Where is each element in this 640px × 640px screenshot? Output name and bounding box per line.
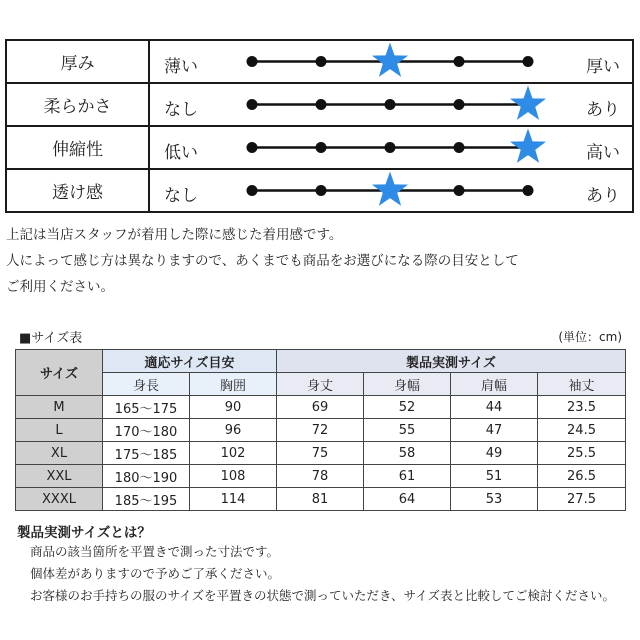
feel-attribute-label: 伸縮性	[6, 126, 149, 169]
height-cell: 170～180	[103, 419, 190, 442]
scale-dot	[316, 56, 327, 67]
scale-dot	[247, 56, 258, 67]
shoulder-cell: 47	[451, 419, 538, 442]
size-cell: M	[16, 396, 103, 419]
feel-scale-cell	[149, 40, 633, 83]
length-cell: 75	[277, 442, 364, 465]
scale-low-label: 低い	[164, 143, 198, 163]
height-cell: 185～195	[103, 488, 190, 511]
feel-attribute-label: 厚み	[6, 40, 149, 83]
size-row	[16, 465, 626, 488]
sleeve-cell: 27.5	[538, 488, 626, 511]
feel-attribute-label: 柔らかさ	[6, 83, 149, 126]
explanation-line: 個体差がありますので予めご了承ください。	[30, 566, 281, 581]
size-cell: XXXL	[16, 488, 103, 511]
column-header-length: 身丈	[277, 373, 364, 396]
feel-row	[6, 40, 633, 83]
scale-dot	[247, 142, 258, 153]
shoulder-cell: 49	[451, 442, 538, 465]
product-size-header: 製品実測サイズ	[277, 350, 626, 373]
column-header-width: 身幅	[364, 373, 451, 396]
width-cell: 64	[364, 488, 451, 511]
chest-cell: 114	[190, 488, 277, 511]
feel-table-body	[6, 40, 633, 212]
scale-dot	[523, 185, 534, 196]
size-cell: XL	[16, 442, 103, 465]
feel-table	[5, 39, 634, 213]
size-table-body	[16, 396, 626, 511]
scale-dot	[454, 142, 465, 153]
rating-scale	[150, 170, 636, 211]
chest-cell: 90	[190, 396, 277, 419]
shoulder-cell: 53	[451, 488, 538, 511]
feel-notes	[6, 222, 519, 300]
scale-dot	[316, 142, 327, 153]
scale-high-label: あり	[586, 186, 620, 206]
feel-scale-cell	[149, 169, 633, 212]
size-row	[16, 396, 626, 419]
rating-scale	[150, 84, 636, 125]
size-column-header: サイズ	[16, 350, 103, 396]
height-cell: 175～185	[103, 442, 190, 465]
column-header-chest: 胸囲	[190, 373, 277, 396]
column-header-height: 身長	[103, 373, 190, 396]
size-cell: L	[16, 419, 103, 442]
width-cell: 61	[364, 465, 451, 488]
shoulder-cell: 44	[451, 396, 538, 419]
height-cell: 165～175	[103, 396, 190, 419]
feel-row	[6, 83, 633, 126]
scale-low-label: なし	[164, 100, 198, 120]
scale-dot	[385, 99, 396, 110]
sleeve-cell: 25.5	[538, 442, 626, 465]
scale-dot	[247, 185, 258, 196]
rating-star-icon	[372, 172, 408, 206]
scale-dot	[454, 99, 465, 110]
column-header-shoulder: 肩幅	[451, 373, 538, 396]
note-line: 上記は当店スタッフが着用した際に感じた着用感です。	[6, 227, 343, 243]
feel-scale-cell	[149, 126, 633, 169]
scale-dot	[247, 99, 258, 110]
length-cell: 81	[277, 488, 364, 511]
width-cell: 52	[364, 396, 451, 419]
feel-scale-cell	[149, 83, 633, 126]
scale-dot	[316, 99, 327, 110]
shoulder-cell: 51	[451, 465, 538, 488]
size-table-unit: (単位：cm)	[558, 330, 622, 344]
sleeve-cell: 24.5	[538, 419, 626, 442]
height-cell: 180～190	[103, 465, 190, 488]
rating-star-icon	[372, 43, 408, 77]
chest-cell: 102	[190, 442, 277, 465]
size-row	[16, 419, 626, 442]
feel-row	[6, 169, 633, 212]
rating-star-icon	[510, 86, 546, 120]
scale-dot	[385, 142, 396, 153]
scale-low-label: なし	[164, 186, 198, 206]
fit-size-header: 適応サイズ目安	[103, 350, 277, 373]
explanation-line: 商品の該当箇所を平置きで測った寸法です。	[30, 544, 280, 559]
sleeve-cell: 23.5	[538, 396, 626, 419]
scale-low-label: 薄い	[164, 57, 198, 77]
product-size-explanation-title: 製品実測サイズとは？	[17, 525, 151, 541]
length-cell: 72	[277, 419, 364, 442]
chest-cell: 108	[190, 465, 277, 488]
rating-scale	[150, 127, 636, 168]
note-line: 人によって感じ方は異なりますので、あくまでも商品をお選びになる際の目安として	[6, 253, 519, 269]
scale-high-label: あり	[586, 100, 620, 120]
rating-star-icon	[510, 129, 546, 163]
scale-high-label: 厚い	[586, 57, 620, 77]
column-header-sleeve: 袖丈	[538, 373, 626, 396]
size-table-title: ■サイズ表	[19, 331, 83, 346]
size-row	[16, 442, 626, 465]
scale-dot	[316, 185, 327, 196]
explanation-line: お客様のお手持ちの服のサイズを平置きの状態で測っていただき、サイズ表と比較してご検討ください。	[30, 588, 616, 603]
feel-row	[6, 126, 633, 169]
feel-attribute-label: 透け感	[6, 169, 149, 212]
size-table	[15, 349, 626, 511]
scale-high-label: 高い	[586, 143, 620, 163]
rating-scale	[150, 41, 636, 82]
note-line: ご利用ください。	[6, 279, 114, 295]
width-cell: 55	[364, 419, 451, 442]
size-cell: XXL	[16, 465, 103, 488]
scale-dot	[454, 185, 465, 196]
scale-dot	[454, 56, 465, 67]
product-size-explanation	[30, 541, 615, 607]
width-cell: 58	[364, 442, 451, 465]
length-cell: 78	[277, 465, 364, 488]
size-row	[16, 488, 626, 511]
chest-cell: 96	[190, 419, 277, 442]
length-cell: 69	[277, 396, 364, 419]
sleeve-cell: 26.5	[538, 465, 626, 488]
scale-dot	[523, 56, 534, 67]
